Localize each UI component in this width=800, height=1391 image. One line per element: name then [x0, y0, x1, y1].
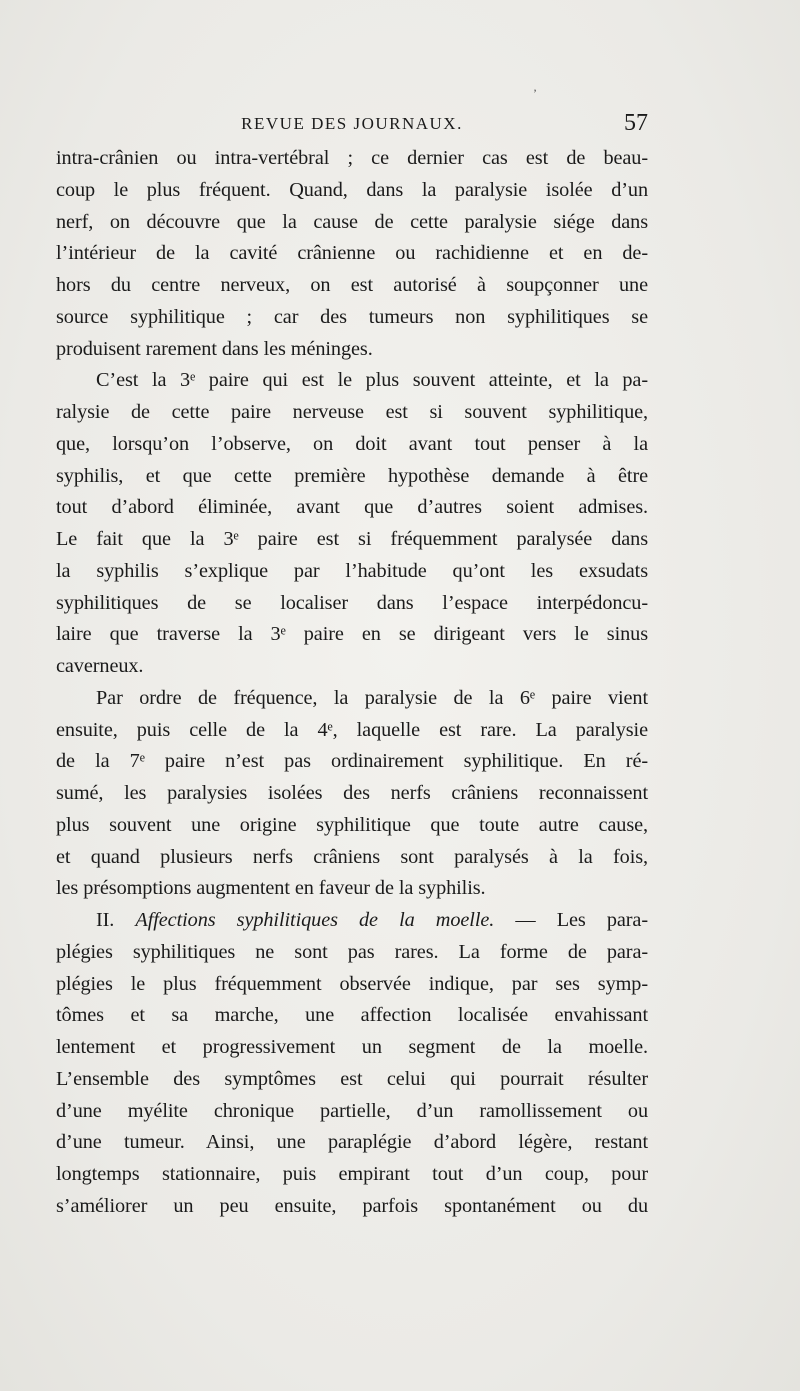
text-line: et quand plusieurs nerfs crâniens sont paralysés à la fois,	[56, 845, 648, 868]
text-line: Le fait que la 3ᵉ paire est si fréquemment paralysée dans	[56, 528, 648, 550]
text-line: d’une myélite chronique partielle, d’un ramollissement ou	[56, 1099, 648, 1122]
stray-mark: ’	[533, 86, 537, 100]
section-dash: —	[515, 909, 536, 931]
text-line: Par ordre de fréquence, la paralysie de la 6ᵉ paire vient	[96, 686, 648, 709]
text-line: source syphilitique ; car des tumeurs non syphilitiques se	[56, 305, 648, 328]
text-line: plégies le plus fréquemment observée indique, par ses symp-	[56, 972, 648, 995]
text-line: s’améliorer un peu ensuite, parfois spontanément ou du	[56, 1194, 648, 1217]
text-line: tômes et sa marche, une affection localisée envahissant	[56, 1004, 648, 1027]
text-line: coup le plus fréquent. Quand, dans la paralysie isolée d’un	[56, 178, 648, 201]
body-text	[56, 143, 648, 1223]
section-number: II.	[96, 909, 115, 931]
text-line: tout d’abord éliminée, avant que d’autres soient admises.	[56, 496, 648, 519]
text-line: sumé, les paralysies isolées des nerfs crâniens reconnaissent	[56, 782, 648, 804]
text-line: C’est la 3ᵉ paire qui est le plus souvent atteinte, et la pa-	[96, 369, 648, 392]
text-line: d’une tumeur. Ainsi, une paraplégie d’abord légère, restant	[56, 1131, 648, 1154]
text-line: ensuite, puis celle de la 4ᵉ, laquelle est rare. La paralysie	[56, 718, 648, 741]
text-line: produisent rarement dans les méninges.	[56, 337, 373, 360]
section-heading-line	[56, 905, 648, 937]
text-line: lentement et progressivement un segment de la moelle.	[56, 1036, 648, 1058]
text-line: l’intérieur de la cavité crânienne ou rachidienne et en de-	[56, 242, 648, 265]
text-line: hors du centre nerveux, on est autorisé à soupçonner une	[56, 274, 648, 296]
running-title: REVUE DES JOURNAUX.	[241, 114, 463, 133]
text-line: L’ensemble des symptômes est celui qui pourrait résulter	[56, 1067, 648, 1090]
text-line: plus souvent une origine syphilitique que toute autre cause,	[56, 813, 648, 836]
text-line: que, lorsqu’on l’observe, on doit avant tout penser à la	[56, 432, 648, 455]
text-line: laire que traverse la 3ᵉ paire en se dirigeant vers le sinus	[56, 623, 648, 646]
text-line: intra-crânien ou intra-vertébral ; ce dernier cas est de beau-	[56, 147, 648, 169]
page-header	[56, 110, 648, 140]
text-line: de la 7ᵉ paire n’est pas ordinairement syphilitique. En ré-	[56, 750, 648, 773]
text-line: ralysie de cette paire nerveuse est si souvent syphilitique,	[56, 401, 648, 423]
text-line: nerf, on découvre que la cause de cette paralysie siége dans	[56, 210, 648, 233]
text-line: syphilis, et que cette première hypothèse demande à être	[56, 464, 648, 487]
text-line: les présomptions augmentent en faveur de la syphilis.	[56, 877, 486, 900]
text-line: plégies syphilitiques ne sont pas rares. La forme de para-	[56, 940, 648, 963]
text-line: la syphilis s’explique par l’habitude qu’ont les exsudats	[56, 559, 648, 582]
text-line: longtemps stationnaire, puis empirant tout d’un coup, pour	[56, 1163, 648, 1185]
section-first-words: Les para-	[556, 909, 648, 931]
text-line: syphilitiques de se localiser dans l’espace interpédoncu-	[56, 591, 648, 614]
page-number: 57	[624, 110, 648, 136]
text-line: caverneux.	[56, 655, 144, 677]
section-title: Affections syphilitiques de la moelle.	[135, 909, 495, 931]
